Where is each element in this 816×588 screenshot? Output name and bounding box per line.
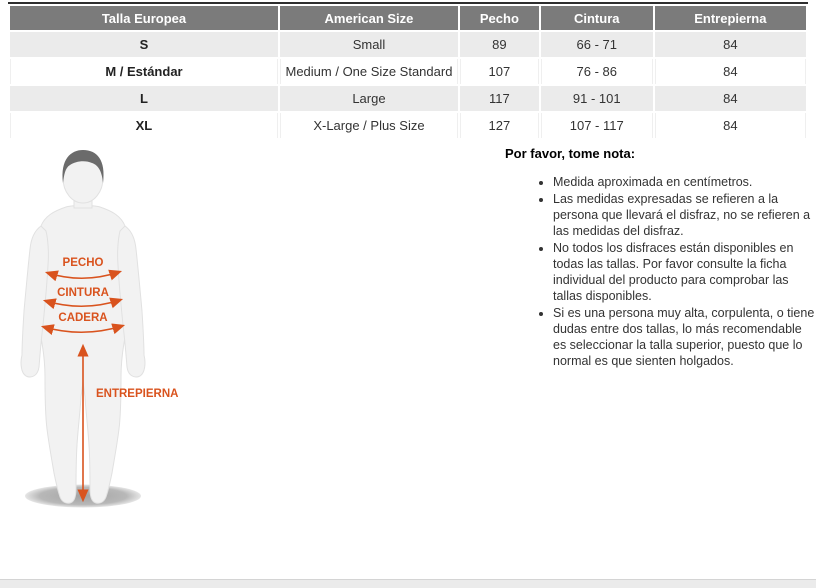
size-chart-table: [8, 2, 808, 140]
cell-us-size: Large: [280, 86, 458, 111]
size-row-xl: [10, 113, 806, 138]
cell-us-size: Small: [280, 32, 458, 57]
cell-us-size: X-Large / Plus Size: [280, 113, 458, 138]
cell-chest: 107: [460, 59, 539, 84]
note-item: • No todos los disfraces están disponibles en todas las tallas. Por favor consulte la ficha individual del producto para comprobar las tallas disponibles.: [553, 240, 816, 304]
cell-inseam: 84: [655, 59, 806, 84]
body-silhouette-illustration: [10, 145, 240, 520]
column-header-cintura: Cintura: [541, 6, 653, 30]
body-measurement-figure: [10, 145, 240, 520]
cell-chest: 117: [460, 86, 539, 111]
cell-inseam: 84: [655, 32, 806, 57]
cell-waist: 76 - 86: [541, 59, 653, 84]
cell-eu-size: XL: [10, 113, 278, 138]
cell-chest: 89: [460, 32, 539, 57]
cell-eu-size: S: [10, 32, 278, 57]
waist-label: CINTURA: [57, 287, 109, 299]
cell-waist: 91 - 101: [541, 86, 653, 111]
horizontal-scrollbar[interactable]: [0, 579, 816, 588]
column-header-entrepierna: Entrepierna: [655, 6, 806, 30]
column-header-talla-europea: Talla Europea: [10, 6, 278, 30]
column-header-american-size: American Size: [280, 6, 458, 30]
notes-list: [505, 174, 816, 369]
note-item: • Si es una persona muy alta, corpulenta, o tiene dudas entre dos tallas, lo más recomendable es seleccionar la talla superior, puesto que lo normal es que sienten holgados.: [553, 305, 816, 369]
size-row-m: [10, 59, 806, 84]
cell-waist: 66 - 71: [541, 32, 653, 57]
cell-waist: 107 - 117: [541, 113, 653, 138]
note-item: • Las medidas expresadas se refieren a la persona que llevará el disfraz, no se refieren a las medidas del disfraz.: [553, 191, 816, 239]
cell-eu-size: M / Estándar: [10, 59, 278, 84]
cell-us-size: Medium / One Size Standard: [280, 59, 458, 84]
size-chart-header-row: [10, 6, 806, 30]
cell-chest: 127: [460, 113, 539, 138]
cell-eu-size: L: [10, 86, 278, 111]
cell-inseam: 84: [655, 86, 806, 111]
hip-label: CADERA: [58, 312, 108, 324]
cell-inseam: 84: [655, 113, 806, 138]
note-item: • Medida aproximada en centímetros.: [553, 174, 816, 190]
notes-section: [505, 146, 816, 370]
inseam-label: ENTREPIERNA: [96, 388, 179, 400]
column-header-pecho: Pecho: [460, 6, 539, 30]
notes-heading: Por favor, tome nota:: [505, 146, 636, 161]
size-row-s: [10, 32, 806, 57]
chest-label: PECHO: [62, 257, 104, 269]
size-row-l: [10, 86, 806, 111]
